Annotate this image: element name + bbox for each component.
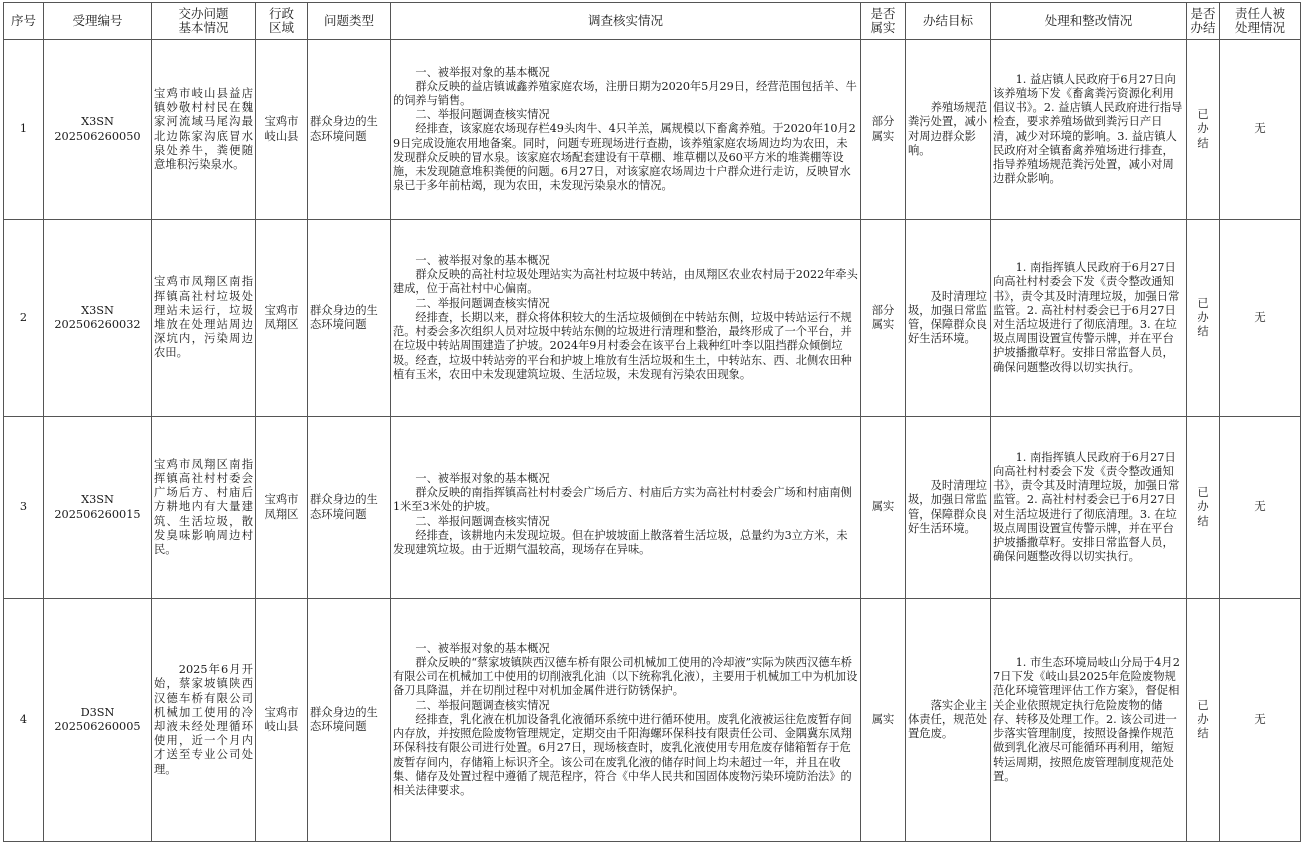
header-rectify: 处理和整改情况: [991, 3, 1187, 40]
cell-rectify: 1. 市生态环境局岐山分局于4月27日下发《岐山县2025年危险废物规范化环境管理评估工作方案》，督促相关企业依照规定执行危险废物的储存、转移及处理工作。2. 该公司进一步落实管理制度，按照设备操作规范做到乳化液尽可能循环再利用，缩短转运周期，按照危废管理制度规范处置。: [991, 599, 1187, 842]
table-row: [4, 220, 1301, 417]
cell-done: 已 办 结: [1187, 417, 1220, 599]
header-row: [4, 3, 1301, 40]
cell-done: 已 办 结: [1187, 40, 1220, 220]
cell-verified: 部分 属实: [861, 40, 906, 220]
cell-target: 及时清理垃圾，加强日常监管，保障群众良好生活环境。: [906, 417, 991, 599]
cell-region: 宝鸡市 凤翔区: [256, 417, 308, 599]
cell-verified: 部分 属实: [861, 220, 906, 417]
cell-seq: 2: [4, 220, 44, 417]
cell-survey: 一、被举报对象的基本概况 群众反映的“蔡家坡镇陕西汉德车桥有限公司机械加工使用的冷却液”实际为陕西汉德车桥有限公司在机械加工中使用的切削液乳化油（以下统称乳化液），主要用于机械加工中为机加设备刀具降温，并在切削过程中对机加金属件进行防锈保护。 二、举报问题调查核实情况 经排查，乳化液在机加设备乳化液循环系统中进行循环使用。废乳化液被运往危废暂存间内存放，并按照危险废物管理规定，定期交由千阳海螺环保科技有限责任公司、金隅冀东凤翔环保科技有限公司进行处置。6月27日，现场核查时，废乳化液使用专用危废存储箱暂存于危废暂存间内，存储箱上标识齐全。该公司在废乳化液的储存时间上均未超过一年，并且在收集、储存及处置过程中遵循了规范程序，符合《中华人民共和国固体废物污染环境防治法》的相关法律要求。: [391, 599, 861, 842]
cell-region: 宝鸡市 岐山县: [256, 599, 308, 842]
table-row: [4, 417, 1301, 599]
header-survey: 调查核实情况: [391, 3, 861, 40]
header-type: 问题类型: [308, 3, 391, 40]
cell-survey: 一、被举报对象的基本概况 群众反映的高社村垃圾处理站实为高社村垃圾中转站，由凤翔区农业农村局于2022年牵头建成，位于高社村中心偏南。 二、举报问题调查核实情况 经排查，长期以来，群众将体积较大的生活垃圾倾倒在中转站东侧，垃圾中转站运行不规范。村委会多次组织人员对垃圾中转站东侧的垃圾进行清理和整治，最终形成了一个平台，并在垃圾中转站周围建造了护坡。2024年9月村委会在该平台上栽种红叶李以阻挡群众倾倒垃圾。经查，垃圾中转站旁的平台和护坡上堆放有生活垃圾和生土，中转站东、西、北侧农田种植有玉米，农田中未发现建筑垃圾、生活垃圾，未发现有污染农田现象。: [391, 220, 861, 417]
header-verified: 是否 属实: [861, 3, 906, 40]
cell-seq: 4: [4, 599, 44, 842]
cell-rectify: 1. 益店镇人民政府于6月27日向该养殖场下发《畜禽粪污资源化利用倡议书》。2. 益店镇人民政府进行指导检查，要求养殖场做到粪污日产日清，减少对环境的影响。3. 益店镇人民政府对全镇畜禽养殖场进行排查，指导养殖场规范粪污处置，减小对周边群众影响。: [991, 40, 1187, 220]
cell-target: 落实企业主体责任，规范处置危废。: [906, 599, 991, 842]
header-target: 办结目标: [906, 3, 991, 40]
cell-case-no: X3SN 202506260050: [44, 40, 152, 220]
cell-case-no: D3SN 202506260005: [44, 599, 152, 842]
header-done: 是否 办结: [1187, 3, 1220, 40]
cell-basic: 宝鸡市凤翔区南指挥镇高社村垃圾处理站未运行，垃圾堆放在处理站周边深坑内，污染周边农田。: [152, 220, 256, 417]
header-case-no: 受理编号: [44, 3, 152, 40]
cell-type: 群众身边的生态环境问题: [308, 417, 391, 599]
cell-verified: 属实: [861, 417, 906, 599]
cell-basic: 宝鸡市凤翔区南指挥镇高社村村委会广场后方、村庙后方耕地内有大量建筑、生活垃圾，散发臭味影响周边村民。: [152, 417, 256, 599]
cell-verified: 属实: [861, 599, 906, 842]
cell-accountable: 无: [1220, 40, 1301, 220]
header-basic: 交办问题 基本情况: [152, 3, 256, 40]
cell-survey: 一、被举报对象的基本概况 群众反映的南指挥镇高社村村委会广场后方、村庙后方实为高社村村委会广场和村庙南侧1米至3米处的护坡。 二、举报问题调查核实情况 经排查，该耕地内未发现垃圾。但在护坡坡面上散落着生活垃圾，总量约为3立方米，未发现建筑垃圾。由于近期气温较高，现场存在异味。: [391, 417, 861, 599]
header-region: 行政 区域: [256, 3, 308, 40]
cell-type: 群众身边的生态环境问题: [308, 220, 391, 417]
cell-case-no: X3SN 202506260032: [44, 220, 152, 417]
table-row: [4, 599, 1301, 842]
cell-accountable: 无: [1220, 599, 1301, 842]
cell-type: 群众身边的生态环境问题: [308, 599, 391, 842]
cell-region: 宝鸡市 岐山县: [256, 40, 308, 220]
cell-case-no: X3SN 202506260015: [44, 417, 152, 599]
cell-seq: 3: [4, 417, 44, 599]
cell-basic: 2025年6月开始，蔡家坡镇陕西汉德车桥有限公司机械加工使用的冷却液未经处理循环使用，近一个月内才送至专业公司处理。: [152, 599, 256, 842]
cell-accountable: 无: [1220, 417, 1301, 599]
header-accountable: 责任人被 处理情况: [1220, 3, 1301, 40]
cell-target: 养殖场规范粪污处置，减小对周边群众影响。: [906, 40, 991, 220]
cell-type: 群众身边的生态环境问题: [308, 40, 391, 220]
case-table: [3, 2, 1301, 842]
cell-rectify: 1. 南指挥镇人民政府于6月27日向高社村村委会下发《责令整改通知书》，责令其及时清理垃圾，加强日常监管。2. 高社村村委会已于6月27日对生活垃圾进行了彻底清理。3. 在垃圾点周围设置宣传警示牌，并在平台护坡播撒草籽。安排日常监督人员，确保问题整改得以切实执行。: [991, 220, 1187, 417]
cell-target: 及时清理垃圾，加强日常监管，保障群众良好生活环境。: [906, 220, 991, 417]
cell-basic: 宝鸡市岐山县益店镇妙敬村村民在魏家河流域马尾沟最北边陈家沟底冒水泉处养牛，粪便随意堆积污染泉水。: [152, 40, 256, 220]
cell-seq: 1: [4, 40, 44, 220]
header-seq: 序号: [4, 3, 44, 40]
table-row: [4, 40, 1301, 220]
cell-rectify: 1. 南指挥镇人民政府于6月27日向高社村村委会下发《责令整改通知书》，责令其及时清理垃圾，加强日常监管。2. 高社村村委会已于6月27日对生活垃圾进行了彻底清理。3. 在垃圾点周围设置宣传警示牌，并在平台护坡播撒草籽。安排日常监督人员，确保问题整改得以切实执行。: [991, 417, 1187, 599]
cell-done: 已 办 结: [1187, 220, 1220, 417]
cell-survey: 一、被举报对象的基本概况 群众反映的益店镇诚鑫养殖家庭农场，注册日期为2020年5月29日，经营范围包括羊、牛的饲养与销售。 二、举报问题调查核实情况 经排查，该家庭农场现存栏49头肉牛、4只羊羔，属规模以下畜禽养殖。于2020年10月29日完成设施农用地备案。同时，问题专班现场进行查勘，该养殖家庭农场周边均为农田，未发现群众反映的冒水泉。该家庭农场配套建设有干草棚、堆草棚以及60平方米的堆粪棚等设施，未发现随意堆积粪便的问题。6月27日，对该家庭农场周边十户群众进行走访，反映冒水泉已于多年前枯竭，现为农田，未发现污染泉水的情况。: [391, 40, 861, 220]
cell-accountable: 无: [1220, 220, 1301, 417]
cell-region: 宝鸡市 凤翔区: [256, 220, 308, 417]
cell-done: 已 办 结: [1187, 599, 1220, 842]
